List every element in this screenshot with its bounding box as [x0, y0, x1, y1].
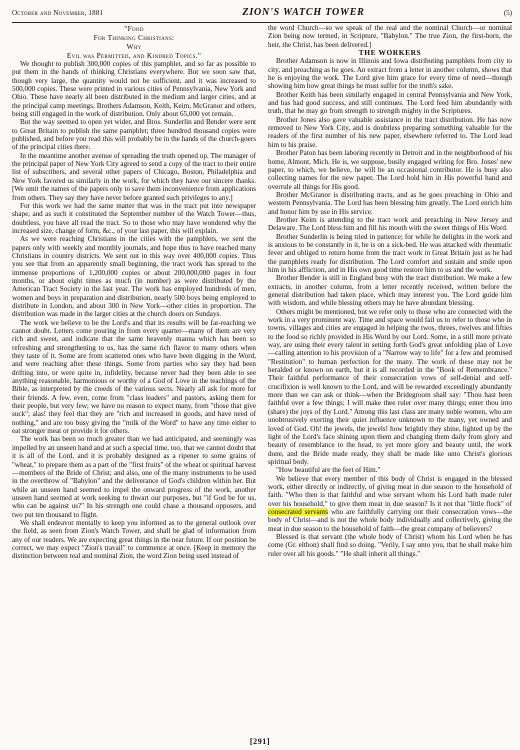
right-paragraph: "How beautiful are the feet of Him.": [276, 466, 381, 475]
right-intro-paragraph: the word Church—so we speak of the real and the nominal Church—or nominal Zion being now termed, in Scripture, "Babylon." The true Zion, the first-born, the heir, the Christ, has been delivered.]: [268, 24, 512, 49]
section-heading-workers: THE WORKERS: [358, 48, 422, 58]
right-paragraph: Brother McGranor is distributing tracts, and as he goes preaching in Ohio and western Pennsylvania. The Lord has been blessing him greatly. The Lord enrich him and honor him by use in His service.: [268, 190, 512, 216]
left-paragraph: The work we believe to be the Lord's and that its results will be far-reaching we cannot doubt. Letters come pouring in from every quarter—many of them are very rich and sweet, and indicate that the same heavenly manna which has been so refreshing and strengthening to us, has the same rich flavor to many others when they taste of it. Some are from scattered ones who have been digging in the Word, and were reaching after these things. Some from parties who say they had been drifting into, or were quite in, infidelity, because never had they been able to see anything reasonable, harmonious or worthy of a God of Love in the teachings of the Bible, as interpreted by the creeds of the various sects. Nearly all ask for more for their friends. A few, even, come from "class leaders" and pastors, asking them for their people, but very few; we have no reason to expect many, from "those that give suck"; alas! they feel that they are "rich and increased in goods, and have need of nothing," and are too busy giving the "milk of the Word" to have any time either to eat stronger meat or provide it for others.: [12, 318, 256, 436]
text-columns: [12, 24, 512, 732]
left-paragraph: In the meantime another avenue of spreading the truth opened up. The manager of the principal paper of New York City agreed to send a copy of the tract to their entire list of subscribers, and several other papers of Chicago, Boston, Philadelphia and New York favored us similarly in the work, for which they have our sincere thanks. [We omit the names of the papers only to save them inconvenience from applications from others. They say they have never before granted such privileges to any.]: [12, 151, 256, 202]
right-paragraph: Brother Jones also gave valuable assistance in the tract distribution. He has now removed to New York City, and is doubtless preparing something valuable for the readers of the first number of his new paper, elsewhere referred to. The Lord lead him to his praise.: [268, 115, 512, 149]
header-page-number: (5): [503, 9, 512, 17]
right-paragraph: Brother Adamson is now in Illinois and Iowa distributing pamphlets from city to city, and preaching as he goes. An extract from a letter in another column, shows that he is enjoying the work. The Lord give him grace for every time of need—though showing him how great things he must suffer for the truth's sake.: [268, 57, 512, 91]
left-paragraph: We thought to publish 300,000 copies of this pamphlet, and so far as possible to put them in the hands of thinking Christians everywhere. But we soon saw that, though very large, the quantity would not be sufficient, and it was increased to 500,000 copies. These were printed in various cities of Pennsylvania, New York and Ohio. These have nearly all been distributed in the medium and larger cities, and at the principal camp meetings, Brothers Adamson, Keith, Keim, McGranor and others, being still engaged in the work of distribution. Only about 65,000 yet remain.: [12, 60, 256, 119]
article-subtitle-why: Why: [126, 42, 142, 51]
article-subtitle: For Thinking Christians:: [93, 33, 175, 42]
highlighted-phrase: consecrated servants: [268, 507, 329, 516]
right-column: [268, 24, 512, 732]
right-paragraph: Others might be mentioned, but we refer only to those who are connected with the work in a very prominent way. Time and space would fail us to refer to those who in towns, villages and cities are engaged in helping the twos, threes, twelves and fifties to the food so richly provided in His Word by our Lord. Some, in a still more private way, are using their every talent in setting forth God's great unfolding plan of Love—calling attention to his provision of a "Narrow way to life" for a few and promised "Restitution" to human perfection for the many. The work of these may not be heralded or known on earth, but it is all recorded in the "Book of Remembrance." Their faithful performance of their consecration vows of self-denial and self-crucifixion is well known to the Lord, and will be rewarded exceedingly abundantly more than we can ask or think—when the Bridegroom shall say: "Thou hast been faithful over a few things; I will make thee ruler over many things; enter thou into (share) the joys of thy Lord." Among this last class are many noble women, who are unobtrusively exerting their quiet influence unknown to the many, yet owned and loved of God. Oh! the jewels, the jewels! how brightly they shine, lighted up by the light of the Lord's face shining upon them and changing them daily from glory and beauty of resemblance to the head, to yet more glory and beauty until, the work done, and the Bride made ready, they shall be made like unto Christ's glorious spiritual body.: [268, 307, 512, 466]
left-paragraph: We shall endeavor mentally to keep you informed as to the general outlook over the field, as seen from Zion's Watch Tower, and shall be glad of information from any of our readers. We are expecting great things in the near future. If our position be correct, we may expect "Zion's travail" to commence at once. [Keep in memory the distinction between real and nominal Zion, the word Zion being used instead of: [12, 518, 256, 561]
page-header: [12, 7, 512, 23]
article-subtitle-evil: Evil was Permitted, and Kindred Topics.": [66, 51, 202, 60]
issue-date: October and November, 1881: [12, 9, 104, 17]
left-paragraph: For this work we had the same matter that was in the tract put into newspaper shape, and as such it constituted the September number of the Watch Tower—thus, doubtless, you have all read the tract. So to those who may have wondered why the increased size, change of form, &c., of your last paper, this will explain.: [12, 201, 256, 235]
left-column: [12, 24, 256, 732]
highlighted-paragraph: [268, 475, 512, 533]
left-paragraph: The work has been so much greater than we had anticipated, and seemingly was impelled by an unseen hand and at such a special time, too, that we cannot doubt that it is all of the Lord, and it is probably designed as a ripener to some grains of "wheat," to prepare them as a part of the "first fruits" of the wheat or spiritual harvest—members of the Bride of Christ; and also, one of the many instruments to be used in the overthrow of "Babylon" and the deliverance of God's children within her. But while an unseen hand seemed to impel the onward progress of the work, another unseen hand seemed at work seeking to thwart our purposes, but "if God be for us, who can be against us?" In his strength one could chase a thousand opposers, and two put ten thousand to flight.: [12, 435, 256, 519]
right-paragraph: Brother Keith has been similarly engaged in central Pennsylvania and New York, and has had good success, and still continues. The Lord feed him abundantly with truth, that he may go from strength to strength mighty in the Scriptures.: [268, 90, 512, 116]
left-paragraph: But the way seemed to open yet wider, and Bros. Sunderlin and Bender were sent to Great Britain to publish the same pamphlet; three hundred thousand copies were published, and before you read this will probably be in the hands of the church-goers of the principal cities there.: [12, 118, 256, 152]
right-paragraph: Brother Paton has been laboring recently in Detroit and in the neighborhood of his home, Almont, Mich. He is, we suppose, busily engaged writing for Bro. Jones' new paper, to which, we believe, he will be an occasional contributor. He is busy also collecting names for the new paper. The Lord hold him in His powerful hand and overrule all things for His good.: [268, 149, 512, 191]
article-title-food: "Food: [124, 24, 144, 33]
right-paragraph: Brother Keim is attending to the tract work and preaching in New Jersey and Delaware. The Lord bless him and fill his mouth with the sweet things of His Word.: [268, 215, 512, 233]
right-paragraph: Brother Sunderlin is being tried in patience; for while he delights in the work and is anxious to be constantly in it, he is on a sick-bed. He was attacked with rheumatic fever and obliged to return home from the tract work in Great Britain just as he had the pamphlets ready for distribution. The Lord comfort and sustain and smile upon him in his affliction, and in His own good time restore him to us and the work.: [268, 232, 512, 274]
left-paragraph: As we were reaching Christians in the cities with the pamphlets, we sent the papers only with weekly and monthly journals, and hope thus to have reached many Christians in country districts. We sent out in this way over 400,000 copies. Thus you see that from an apparently small beginning, the tract work has spread to the immense proportions of 1,200,000 copies or about 200,000,000 pages in four months, or about eight times as much (in number) as were distributed by the American Tract Society in the last year. The work has employed hundreds of men, women and boys in preparation and distribution, nearly 500 boys being employed to distribute in London, and about 300 in New York—other cities in proportion. The distribution was made in the larger cities at the church doors on Sundays.: [12, 235, 256, 319]
highlight-trail-text: who are faithfully carrying out their consecration vows—the body of Christ—and is not the whole body individually and collectively, giving the meat in due season to the household of faith—the great company of believers?: [268, 507, 512, 533]
footer-page-number: [291]: [249, 737, 271, 746]
final-paragraph: Blessed is that servant (the whole body of Christ) whom his Lord when he has come (Gr. elthon) shall find so doing. "Verily, I say unto you, that he shall make him ruler over all his goods." "He shall inherit all things.": [268, 532, 512, 558]
publication-title: ZION'S WATCH TOWER: [242, 7, 365, 18]
highlight-lead-text: We believe that every member of this body of Christ is engaged in the blessed work, either directly or indirectly, of giving meat in due season to the household of faith. "Who then is that faithful and wise servant whom his Lord hath made ruler over his household," to give them meat in due season? Is it not that "little flock" of: [268, 474, 512, 508]
right-paragraph: Brother Bender is still in England busy with the tract distribution. We make a few extracts, in another column, from a letter recently received, written before the general distribution had taken place, which may interest you. The Lord guide him with wisdom, and while blessing others may he have abundant blessing.: [268, 274, 512, 308]
